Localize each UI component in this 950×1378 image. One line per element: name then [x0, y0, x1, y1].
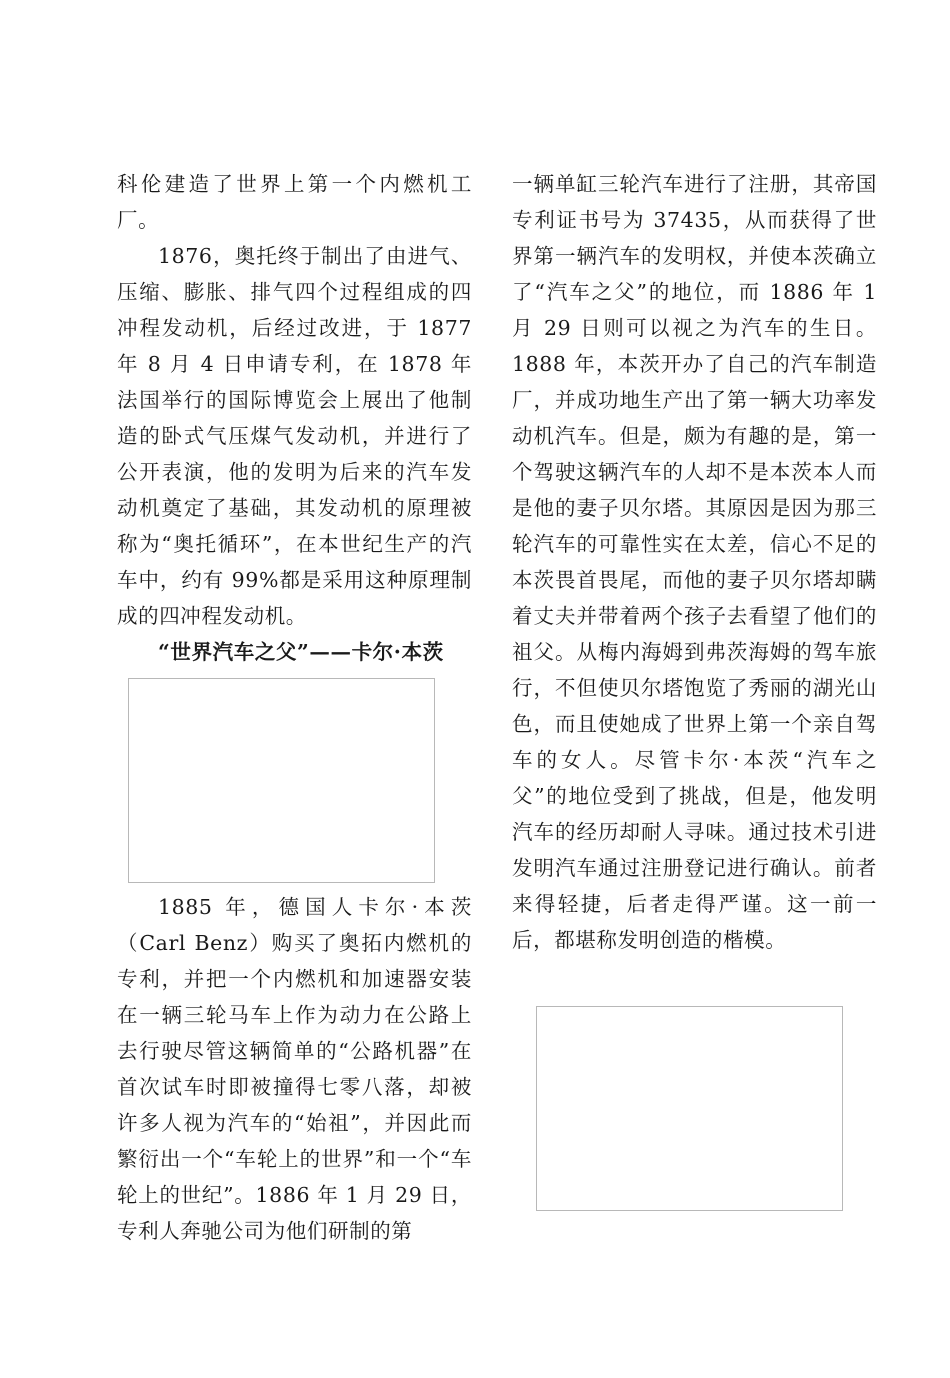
paragraph-factory: 科伦建造了世界上第一个内燃机工厂。	[117, 172, 472, 232]
image-placeholder	[128, 678, 435, 883]
left-column	[117, 166, 472, 1249]
paragraph-benz: 1885 年，德国人卡尔·本茨（Carl Benz）购买了奥拓内燃机的专利，并把一个内燃机和加速器安装在一辆三轮马车上作为动力在公路上去行驶尽管这辆简单的“公路机器”在首次试车时即被撞得七零八落，却被许多人视为汽车的“始祖”，并因此而繁衍出一个“车轮上的世界”和一个“车轮上的世纪”。1886 年 1 月 29 日，专利人奔驰公司为他们研制的第	[117, 895, 472, 1243]
right-column	[512, 166, 877, 1211]
paragraph-otto-engine: 1876，奥托终于制出了由进气、压缩、膨胀、排气四个过程组成的四冲程发动机，后经过改进，于 1877 年 8 月 4 日申请专利，在 1878 年法国举行的国际博览会上展出了他制造的卧式气压煤气发动机，并进行了公开表演，他的发明为后来的汽车发动机奠定了基础，其发动机的原理被称为“奥托循环”，在本世纪生产的汽车中，约有 99%都是采用这种原理制成的四冲程发动机。	[117, 244, 472, 628]
image-placeholder	[536, 1006, 843, 1211]
paragraph-benz-continued: 一辆单缸三轮汽车进行了注册，其帝国专利证书号为 37435，从而获得了世界第一辆汽车的发明权，并使本茨确立了“汽车之父”的地位，而 1886 年 1 月 29 日则可以视之为汽车的生日。1888 年，本茨开办了自己的汽车制造厂，并成功地生产出了第一辆大功率发动机汽车。但是，颇为有趣的是，第一个驾驶这辆汽车的人却不是本茨本人而是他的妻子贝尔塔。其原因是因为那三轮汽车的可靠性实在太差，信心不足的本茨畏首畏尾，而他的妻子贝尔塔却瞒着丈夫并带着两个孩子去看望了他们的祖父。从梅内海姆到弗茨海姆的驾车旅行，不但使贝尔塔饱览了秀丽的湖光山色，而且使她成了世界上第一个亲自驾车的女人。尽管卡尔·本茨“汽车之父”的地位受到了挑战，但是，他发明汽车的经历却耐人寻味。通过技术引进发明汽车通过注册登记进行确认。前者来得轻捷，后者走得严谨。这一前一后，都堪称发明创造的楷模。	[512, 172, 877, 952]
section-heading: “世界汽车之父”——卡尔·本茨	[158, 640, 444, 664]
